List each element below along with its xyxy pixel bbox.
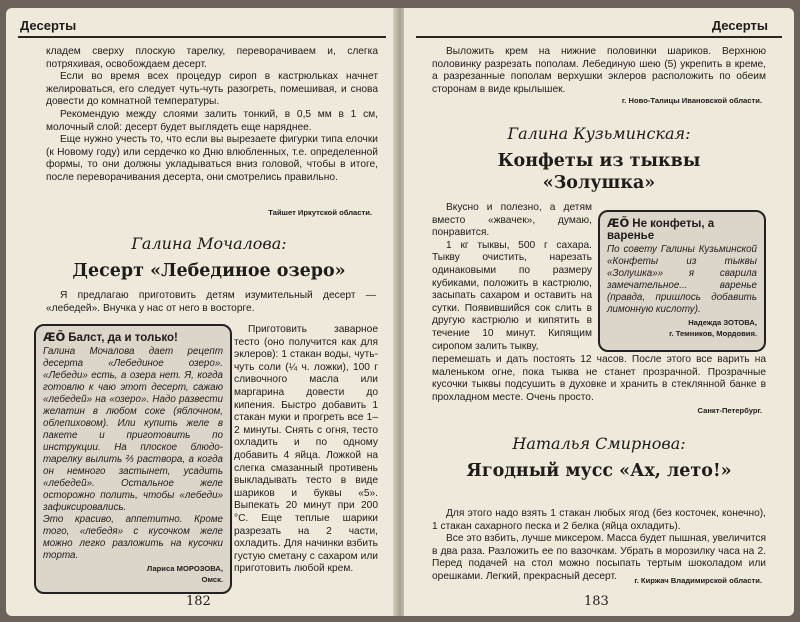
right-paragraph-4: Для этого надо взять 1 стакан любых ягод (без косточек, конечно), 1 стакан сахарного песка и 2 белка (яйца охладить). bbox=[432, 508, 766, 532]
left-page bbox=[6, 8, 396, 616]
right-signature-2: Санкт-Петербург. bbox=[697, 406, 762, 415]
right-page-number: 183 bbox=[584, 594, 609, 609]
right-box-signature-name: Надежда ЗОТОВА, bbox=[688, 318, 757, 327]
left-page-number: 182 bbox=[186, 594, 211, 609]
right-box-signature-city: г. Темников, Мордовия. bbox=[669, 329, 757, 338]
left-signature-1: Тайшет Иркутской области. bbox=[268, 208, 372, 217]
reader-comment-icon: ÆÕ bbox=[43, 330, 66, 344]
right-text-column bbox=[432, 202, 592, 353]
right-box-heading bbox=[607, 216, 757, 242]
right-paragraph-2: 1 кг тыквы, 500 г сахара. Тыкву очистить, нарезать одинаковыми по размеру кубиками, положить в кастрюлю, засыпать сахаром и оставить на сутки. Появившийся сок слить в другую кастрюлю и кипятить в течение 10 минут. Кипящим сиропом залить тыкву, bbox=[432, 239, 592, 352]
right-text-top bbox=[432, 46, 766, 96]
right-paragraph-5: Все это взбить, лучше миксером. Масса будет пышная, увеличится в два раза. Разложить ее по вазочкам. Убрать в морозилку часа на 2. Перед подачей на стол можно посыпать тертым шоколадом или орешками. Легкий, прекрасный десерт. bbox=[432, 533, 766, 582]
left-recipe-column bbox=[234, 324, 378, 576]
left-box-signature-name: Лариса МОРОЗОВА, bbox=[146, 564, 223, 573]
left-intro: кладем сверху плоскую тарелку, переворачиваем и, слегка потряхивая, освобождаем десерт. bbox=[46, 46, 378, 70]
right-recipe-title-2: Ягодный мусс «Ах, лето!» bbox=[466, 461, 732, 481]
right-author-1: Галина Кузьминская: bbox=[507, 124, 691, 143]
left-author: Галина Мочалова: bbox=[131, 234, 287, 253]
left-running-header: Десерты bbox=[20, 18, 77, 33]
left-box-signature-city: Омск. bbox=[201, 575, 223, 584]
right-paragraph-3: перемешать и дать постоять 12 часов. После этого все варить на маленьком огне, пока тыква не станет прозрачной. Прозрачные кусочки тыквы подсушить в духовке и хранить в стеклянной банке в прохладном месте. Очень просто. bbox=[432, 354, 766, 403]
left-text-lead bbox=[46, 290, 376, 315]
right-running-header: Десерты bbox=[711, 18, 768, 33]
right-paragraph-1: Вкусно и полезно, а детям вместо «жвачек», думаю, понравится. bbox=[432, 202, 592, 239]
right-text-continued bbox=[432, 354, 766, 404]
left-box-text-2: Это красиво, аппетитно. Кроме того, «лебедя» с кусочком желе можно легко разложить на кусочки торта. bbox=[43, 514, 223, 561]
left-paragraph-3: Еще нужно учесть то, что если вы вырезаете фигурки типа елочки (к Новому году) или сердечко ко Дню влюбленных, т.е. определенной формы, то они должны укладываться вниз головой, чтобы в итоге, после переворачивания десерта, они смотрелись правильно. bbox=[46, 134, 378, 183]
right-recipe-title-1: Конфеты из тыквы «Золушка» bbox=[497, 151, 701, 193]
right-signature-1: г. Ново-Талицы Ивановской области. bbox=[621, 96, 762, 105]
right-box-text: По совету Галины Кузьминской «Конфеты из тыквы «Золушка»» я сварила замечательное... варенье (правда, пришлось добавить лимонную кислоту). bbox=[607, 244, 757, 315]
right-page bbox=[404, 8, 794, 616]
left-text-top bbox=[46, 46, 378, 185]
right-header-rule bbox=[416, 36, 782, 38]
right-signature-3: г. Киржач Владимирской области. bbox=[634, 576, 762, 585]
left-box-heading bbox=[43, 330, 223, 344]
left-paragraph-1: Если во время всех процедур сироп в кастрюльках начнет желироваться, его следует чуть-чуть разогреть, помешивая, и снова довести до комнатной температуры. bbox=[46, 71, 378, 108]
left-header-rule bbox=[18, 36, 386, 38]
right-reader-box bbox=[598, 210, 766, 352]
left-box-text: Галина Мочалова дает рецепт десерта «Лебединое озеро». «Лебеди» есть, а озера нет. Я, когда готовлю к чаю этот десерт, сажаю «лебедей» на «озеро». Надо развести желатин в любом соке (яблочном, облепиховом). Или купить желе в пакете и приготовить по инструкции. На плоское блюдо-тарелку вылить ⅔ раствора, а когда он немного застынет, усадить «лебедей». Остальное желе осторожно полить, чтобы «лебеди» зафиксировались. bbox=[43, 346, 223, 513]
left-recipe-title: Десерт «Лебединое озеро» bbox=[72, 261, 346, 281]
left-box-heading-text: Балст, да и только! bbox=[68, 332, 178, 344]
left-paragraph-2: Рекомендую между слоями залить тонкий, в 0,5 мм в 1 см, молочный слой: десерт будет выглядеть еще наряднее. bbox=[46, 108, 378, 133]
left-paragraph-4: Я предлагаю приготовить детям изумительный десерт — «лебедей». Внучка у нас от него в восторге. bbox=[46, 290, 376, 314]
right-box-heading-text: Не конфеты, а варенье bbox=[607, 218, 715, 242]
left-recipe-text: Приготовить заварное тесто (оно получится как для эклеров): 1 стакан воды, чуть-чуть соли (¼ ч. ложки), 100 г сливочного масла или маргарина довести до кипения. Быстро добавить 1 стакан муки и прогреть все 1–2 минуты. Снять с огня, тесто охладить и по одному добавить 4 яйца. Ложкой на слегка смазанный противень выкладывать тесто в виде шариков и буквы «5». Выпекать 20 минут при 200 °С. Еще теплые шарики разрезать на 2 части, охладить. Для начинки взбить густую сметану с сахаром или приготовить любой крем. bbox=[234, 324, 378, 575]
left-reader-box bbox=[34, 324, 232, 594]
right-author-2: Наталья Смирнова: bbox=[512, 434, 686, 453]
right-text-bottom bbox=[432, 508, 766, 584]
reader-comment-icon: ÆÕ bbox=[607, 216, 630, 230]
right-intro: Выложить крем на нижние половинки шариков. Верхнюю половинку разрезать пополам. Лебединую шею (5) укрепить в креме, а разрезанные пополам верхушки эклеров расположить по обеим сторонам в виде крылышек. bbox=[432, 46, 766, 95]
